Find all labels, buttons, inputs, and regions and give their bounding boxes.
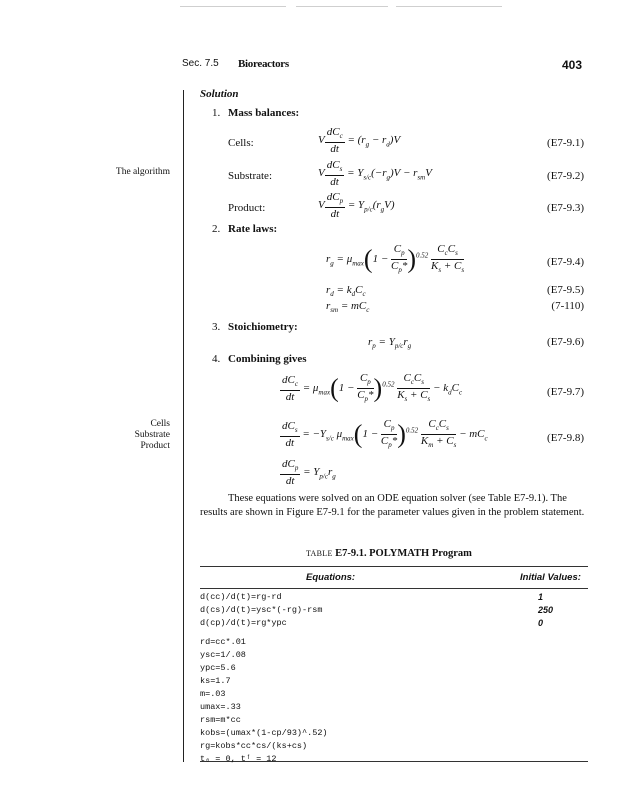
top-rule: [296, 6, 388, 7]
table-header-rule: [200, 588, 588, 589]
table-row: [200, 735, 588, 751]
equation-death-rate: $r_d = k_dC_c$: [326, 284, 366, 299]
margin-note-algorithm: The algorithm: [115, 167, 170, 177]
table-row: [200, 683, 588, 699]
step-heading: Stoichiometry:: [228, 321, 298, 333]
table-equation: m=.03: [200, 689, 226, 699]
equation-number: (E7-9.8): [547, 432, 584, 444]
table-caption-title: POLYMATH Program: [369, 548, 472, 559]
table-row: [200, 670, 588, 686]
table-caption: [306, 548, 472, 559]
top-rule: [180, 6, 286, 7]
equation-combined-product: $\frac{dC_p}{dt}$ = $Y_{p/c}r_g$: [282, 458, 336, 488]
table-equation: ks=1.7: [200, 676, 231, 686]
step-heading: Mass balances:: [228, 107, 300, 119]
table-row: [200, 605, 588, 618]
table-row: [200, 631, 588, 647]
table-top-rule: [200, 566, 588, 567]
table-equation: ypc=5.6: [200, 663, 236, 673]
table-initial-value: 250: [538, 605, 554, 615]
equation-number: (E7-9.7): [547, 386, 584, 398]
margin-note-substrate: Substrate: [134, 430, 170, 440]
table-equation: rsm=m*cc: [200, 715, 241, 725]
margin-note-product: Product: [140, 441, 170, 451]
equation-product-balance: V $\frac{dC_p}{dt}$ = $Y_{p/c}(r_gV)$: [318, 191, 395, 221]
table-caption-prefix: TABLE: [306, 549, 333, 558]
equation-number: (E7-9.4): [547, 256, 584, 268]
step-heading: Rate laws:: [228, 223, 278, 235]
step-number: 1.: [212, 107, 221, 119]
step-number: 2.: [212, 223, 221, 235]
equation-number: (E7-9.5): [547, 284, 584, 296]
equation-number: (7-110): [551, 300, 584, 312]
solution-title: Solution: [200, 88, 239, 100]
table-equation: rg=kobs*cc*cs/(ks+cs): [200, 741, 308, 751]
section-number: Sec. 7.5: [182, 58, 219, 69]
table-row: [200, 657, 588, 673]
equation-combined-substrate: $\frac{dC_s}{dt}$ = $-Y_{s/c}$ $\mu_{max}(1$ − $\frac{C_p}{C_p*}$ )$^{0.52}$ $\frac{C_cC_s}{K_m + C_s}$ − $mC_c$: [282, 418, 488, 450]
table-equation: umax=.33: [200, 702, 241, 712]
table-equation: d(cs)/d(t)=ysc*(-rg)-rsm: [200, 605, 323, 615]
table-equation: d(cp)/d(t)=rg*ypc: [200, 618, 287, 628]
margin-rule: [183, 90, 184, 762]
step-number: 3.: [212, 321, 221, 333]
table-row: [200, 618, 588, 631]
table-row: [200, 696, 588, 712]
step-heading: Combining gives: [228, 353, 307, 365]
equation-number: (E7-9.1): [547, 137, 584, 149]
step-number: 4.: [212, 353, 221, 365]
page-number: 403: [562, 58, 583, 72]
equation-number: (E7-9.6): [547, 336, 584, 348]
table-row: [200, 592, 588, 605]
table-equation: ysc=1/.08: [200, 650, 246, 660]
top-rule: [396, 6, 502, 7]
table-caption-id: E7-9.1.: [335, 548, 367, 559]
equation-number: (E7-9.2): [547, 170, 584, 182]
table-row: [200, 722, 588, 738]
body-paragraph: These equations were solved on an ODE equation solver (see Table E7-9.1). The results are shown in Figure E7-9.1 for the parameter values given in the problem statement.: [200, 493, 585, 518]
equation-number: (E7-9.3): [547, 202, 584, 214]
equation-cells-balance: V $\frac{dC_c}{dt}$ = $(r_g - r_d)V$: [318, 126, 401, 156]
section-title: Bioreactors: [238, 58, 289, 70]
table-equation: d(cc)/d(t)=rg-rd: [200, 592, 282, 602]
equation-substrate-balance: V $\frac{dC_s}{dt}$ = $Y_{s/c}(-r_g)V - r_{sm}V$: [318, 159, 432, 189]
balance-label-substrate: Substrate:: [228, 170, 272, 182]
table-initial-value: 0: [538, 618, 544, 628]
table-row: [200, 709, 588, 725]
table-header-equations: Equations:: [306, 572, 356, 583]
equation-maintenance-rate: $r_{sm} = mC_c$: [326, 300, 370, 315]
margin-note-cells: Cells: [150, 419, 170, 429]
table-body: [200, 592, 588, 764]
table-time-range: t₀ = 0, tᶠ = 12: [200, 754, 277, 764]
equation-combined-cells: $\frac{dC_c}{dt}$ = $\mu_{max}(1$ − $\frac{C_p}{C_p*}$ )$^{0.52}$ $\frac{C_cC_s}{K_s + C_s}$ − $k_dC_c$: [282, 372, 463, 404]
table-initial-value: 1: [538, 592, 544, 602]
table-equation: kobs=(umax*(1-cp/93)^.52): [200, 728, 328, 738]
equation-stoichiometry: $r_p = Y_{p/c}r_g$: [368, 336, 412, 351]
table-row: [200, 644, 588, 660]
table-equation: rd=cc*.01: [200, 637, 246, 647]
table-row: [200, 748, 588, 764]
equation-growth-rate: $r_g = \mu_{max}(1$ − $\frac{C_p}{C_p*}$ )$^{0.52}$ $\frac{C_cC_s}{K_s + C_s}$: [326, 243, 465, 275]
balance-label-cells: Cells:: [228, 137, 254, 149]
table-header-initial-values: Initial Values:: [520, 572, 581, 583]
balance-label-product: Product:: [228, 202, 266, 214]
